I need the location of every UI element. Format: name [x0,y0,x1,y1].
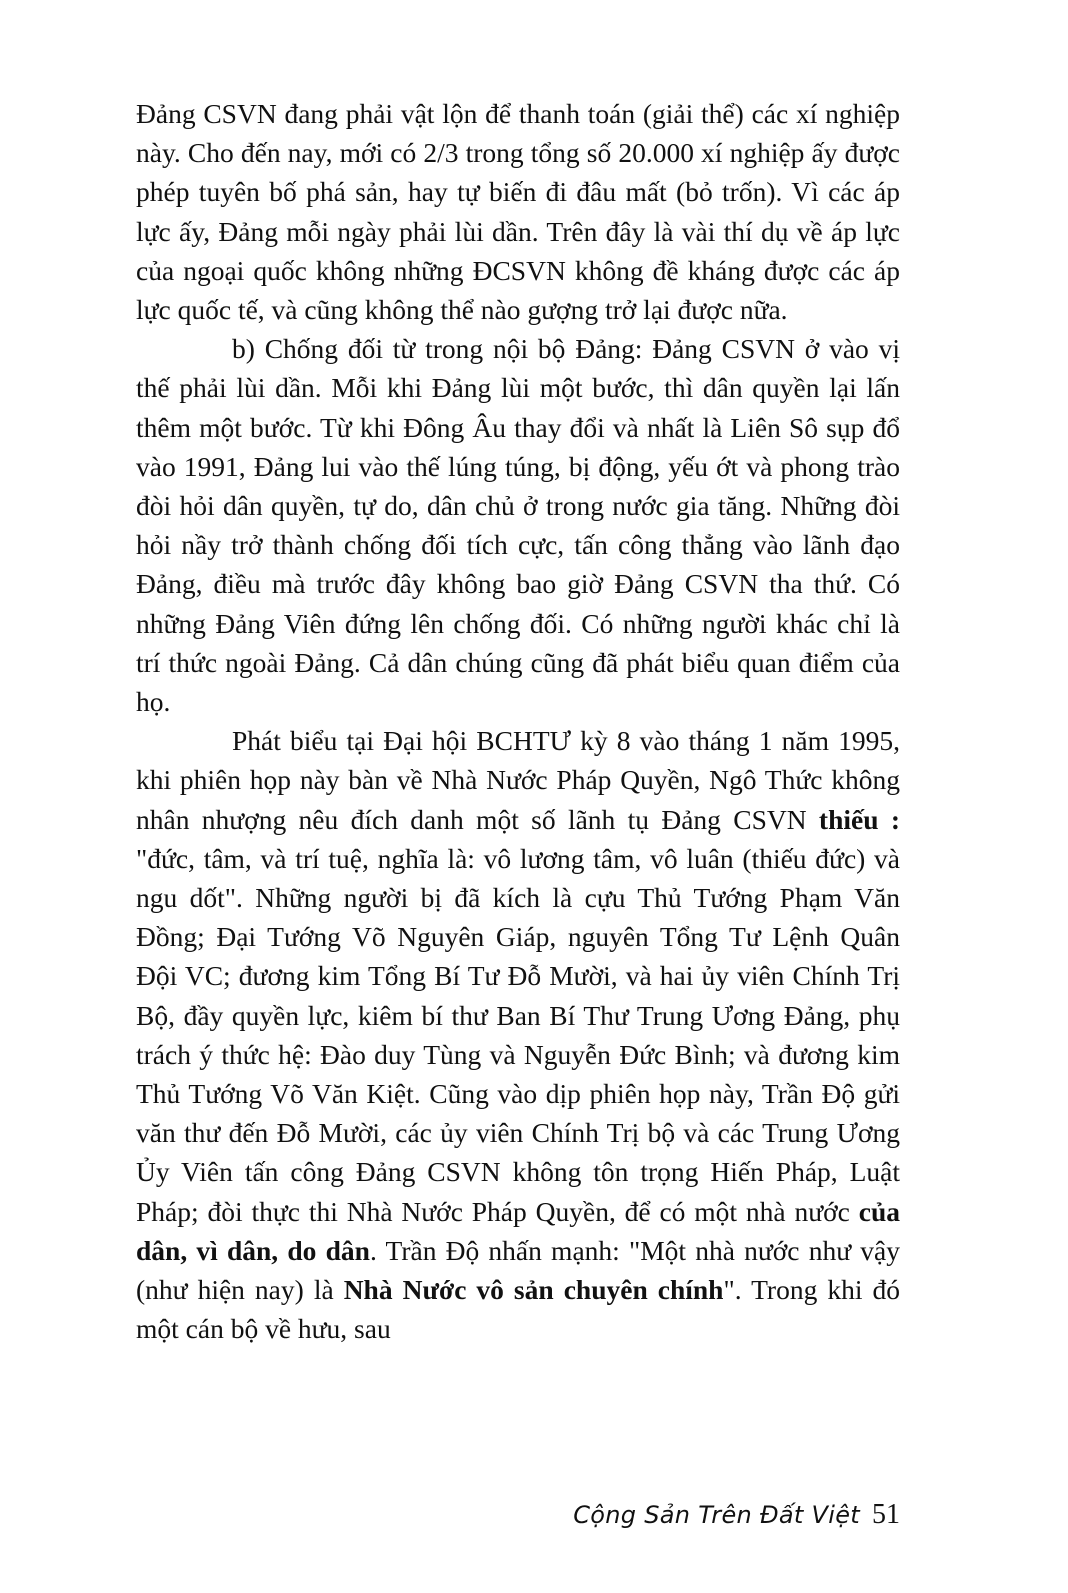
text-run: Phát biểu tại Đại hội BCHTƯ kỳ 8 vào tháng 1 năm 1995, khi phiên họp này bàn về Nhà Nước Pháp Quyền, Ngô Thức không nhân nhượng nêu đích danh một số lãnh tụ Đảng CSVN [136,725,900,835]
running-title: Cộng Sản Trên Đất Việt [573,1501,860,1529]
page-footer [552,1494,900,1534]
text-run: Đảng CSVN đang phải vật lộn để thanh toán (giải thể) các xí nghiệp này. Cho đến nay, mới có 2/3 trong tổng số 20.000 xí nghiệp ấy được phép tuyên bố phá sản, hay tự biến đi đâu mất (bỏ trốn). Vì các áp lực ấy, Đảng mỗi ngày phải lùi dần. Trên đây là vài thí dụ về áp lực của ngoại quốc không những ĐCSVN không đề kháng được các áp lực quốc tế, và cũng không thể nào gượng trở lại được nữa. [136,98,900,326]
text-run: b) Chống đối từ trong nội bộ Đảng: Đảng CSVN ở vào vị thế phải lùi dần. Mỗi khi Đảng lùi một bước, thì dân quyền lại lấn thêm một bước. Từ khi Đông Âu thay đổi và nhất là Liên Sô sụp đổ vào 1991, Đảng lui vào thế lúng túng, bị động, yếu ớt và phong trào đòi hỏi dân quyền, tự do, dân chủ ở trong nước gia tăng. Những đòi hỏi nầy trở thành chống đối tích cực, tấn công thẳng vào lãnh đạo Đảng, điều mà trước đây không bao giờ Đảng CSVN tha thứ. Có những Đảng Viên đứng lên chống đối. Có những người khác chỉ là trí thức ngoài Đảng. Cả dân chúng cũng đã phát biểu quan điểm của họ. [136,333,900,718]
text-run: "đức, tâm, và trí tuệ, nghĩa là: vô lương tâm, vô luân (thiếu đức) và ngu dốt". Những người bị đã kích là cựu Thủ Tướng Phạm Văn Đồng; Đại Tướng Võ Nguyên Giáp, nguyên Tổng Tư Lệnh Quân Đội VC; đương kim Tổng Bí Tư Đỗ Mười, và hai ủy viên Chính Trị Bộ, đầy quyền lực, kiêm bí thư Ban Bí Thư Trung Ương Đảng, phụ trách ý thức hệ: Đào duy Tùng và Nguyễn Đức Bình; và đương kim Thủ Tướng Võ Văn Kiệt. Cũng vào dịp phiên họp này, Trần Độ gửi văn thư đến Đỗ Mười, các ủy viên Chính Trị bộ và các Trung Ương Ủy Viên tấn công Đảng CSVN không tôn trọng Hiến Pháp, Luật Pháp; đòi thực thi Nhà Nước Pháp Quyền, để có một nhà nước [136,842,900,1227]
body-text [136,94,900,1349]
bold-text-run: của dân, vì dân, do dân [136,1195,900,1266]
bold-text-run: Nhà Nước vô sản chuyên chính [343,1274,724,1306]
text-run: ". Trong khi đó một cán bộ về hưu, sau [136,1274,901,1345]
page-number: 51 [872,1499,900,1530]
paragraph-3 [136,721,900,1348]
bold-text-run: thiếu : [818,803,900,835]
paragraph-2 [136,329,900,721]
paragraph-1 [136,94,900,329]
text-run: . Trần Độ nhấn mạnh: "Một nhà nước như vậy (như hiện nay) là [136,1234,900,1306]
